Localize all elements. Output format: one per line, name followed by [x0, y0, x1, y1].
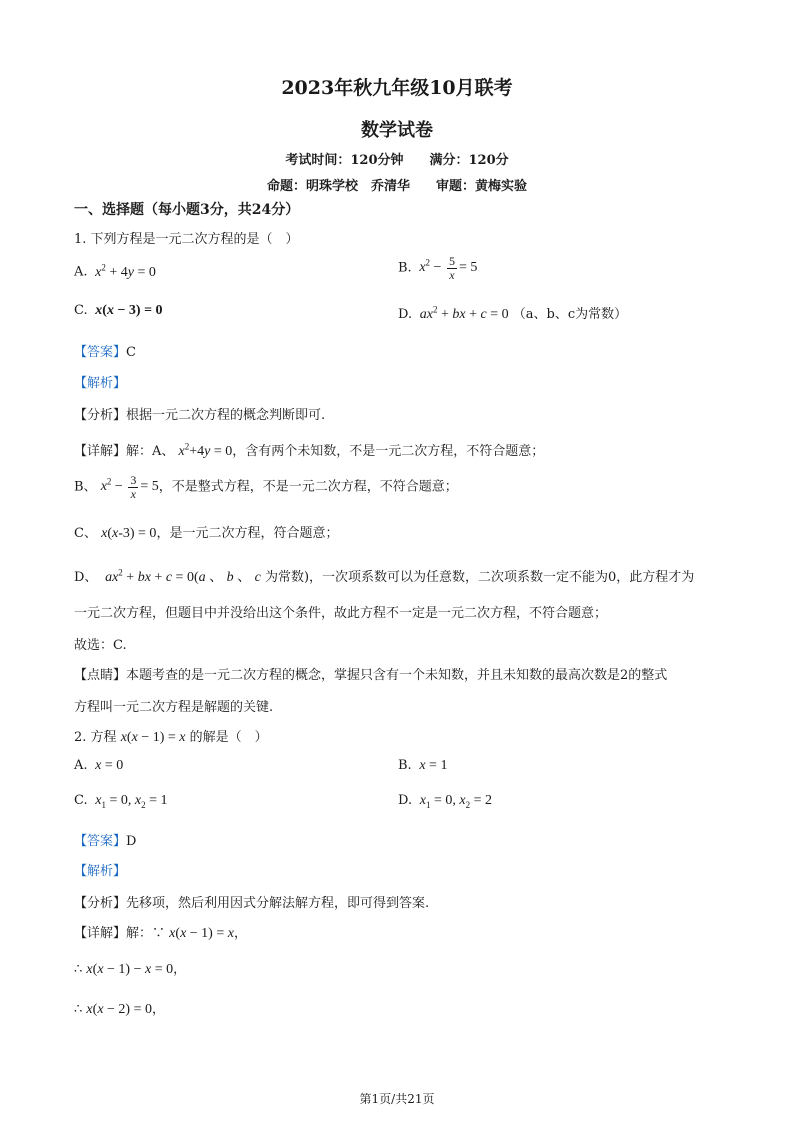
q1-option-d-note: （a、b、c为常数）	[512, 307, 628, 322]
q2-detail-3-formula: x(x − 2) = 0	[86, 1002, 152, 1017]
q2-option-b-label: B.	[398, 758, 412, 773]
q2-detail-2-formula: x(x − 1) − x = 0	[86, 962, 174, 977]
q1-detail-d-formula: $ax^2$ + bx + c = 0(a 、 b 、 c	[101, 567, 261, 585]
q1-option-b-formula: $x^2$ − $\frac{5}{x}$ = 5	[415, 254, 478, 282]
q1-option-d-formula: $ax^2$ + bx + c = 0	[416, 304, 509, 322]
exam-time-score: 考试时间：120分钟 满分：120分	[285, 153, 509, 168]
q1-option-c	[74, 303, 163, 319]
q2-option-d-formula: $x_1 = 0$, $x_2 = 2$	[416, 793, 492, 810]
q2-option-d-label: D.	[398, 793, 413, 808]
answer-tag: 【答案】	[74, 345, 127, 360]
q1-detail-d-line2: 一元二次方程，但题目中并没给出这个条件，故此方程不一定是一元二次方程，不符合题意；	[74, 606, 608, 621]
q2-answer	[74, 830, 136, 849]
comma: ，	[173, 962, 187, 977]
detail-tag: 【详解】	[74, 444, 127, 459]
q1-dianjing-line2: 方程叫一元二次方程是解题的关键.	[74, 700, 274, 715]
exam-subtitle: 数学试卷	[361, 120, 433, 141]
exam-title: 2023年秋九年级10月联考	[281, 77, 513, 99]
q2-option-c	[74, 793, 168, 810]
q2-stem-prefix: 2. 方程	[74, 730, 117, 745]
q2-option-a-formula: x = 0	[91, 758, 124, 773]
q1-detail-c-prefix: C、	[74, 526, 97, 541]
q1-dianjing-line1: 本题考查的是一元二次方程的概念，掌握只含有一个未知数，并且未知数的最高次数是2的整式	[126, 668, 668, 683]
q1-option-b-label: B.	[398, 260, 412, 276]
detail-tag: 【详解】	[74, 926, 127, 941]
q1-detail-d-mid: 为常数)，一次项系数可以为任意数，二次项系数一定不能为0，此方程才为	[264, 570, 695, 585]
q1-option-c-label: C.	[74, 303, 88, 318]
q2-answer-value: D	[126, 834, 137, 849]
q2-option-a-label: A.	[74, 758, 88, 773]
q2-option-a	[74, 758, 123, 774]
q1-detail-d	[74, 566, 694, 586]
q1-detail-b-suffix: ，不是整式方程，不是一元二次方程，不符合题意；	[158, 479, 458, 495]
q2-option-b	[398, 758, 447, 774]
q1-option-c-formula: x(x − 3) = 0	[91, 303, 163, 318]
comma: ，	[151, 1002, 165, 1017]
q1-option-d-label: D.	[398, 307, 413, 322]
q2-stem-suffix: 的解是（ ）	[189, 730, 268, 745]
q1-option-a-label: A.	[74, 264, 88, 280]
q1-detail-b	[74, 474, 458, 500]
q1-detail-a	[74, 440, 544, 460]
q2-detail-2	[74, 958, 186, 978]
fenxi-tag: 【分析】	[74, 408, 127, 423]
q2-detail-prefix: 解：∵	[126, 926, 166, 941]
q2-option-c-label: C.	[74, 793, 88, 808]
q1-detail-c-suffix: ，是一元二次方程，符合题意；	[156, 526, 339, 541]
q1-detail-c	[74, 522, 338, 542]
q1-option-a	[74, 262, 156, 281]
q1-detail-c-formula: x(x-3) = 0	[101, 526, 157, 541]
dianjing-tag: 【点睛】	[74, 668, 127, 683]
q2-option-b-formula: x = 1	[415, 758, 448, 773]
q2-detail-1-formula: x(x − 1) = x	[169, 926, 234, 941]
q1-detail-b-prefix: B、	[74, 479, 97, 495]
q1-option-d	[398, 303, 627, 323]
exam-authors: 命题：明珠学校 乔清华 审题：黄梅实验	[266, 179, 527, 194]
q1-detail-a-prefix: 解：A、	[126, 444, 175, 459]
comma: ，	[233, 926, 247, 941]
q1-detail-b-formula: $x^2$ − $\frac{3}{x}$ = 5	[100, 473, 159, 501]
therefore-symbol: ∴	[74, 1002, 83, 1017]
fenxi-tag: 【分析】	[74, 896, 127, 911]
q2-stem-formula: x(x − 1) = x	[120, 730, 186, 745]
q1-detail-d-prefix: D、	[74, 570, 98, 585]
q2-detail-1	[74, 922, 247, 942]
therefore-symbol: ∴	[74, 962, 83, 977]
section-heading: 一、选择题（每小题3分，共24分）	[74, 202, 300, 218]
q1-fenxi-text: 根据一元二次方程的概念判断即可.	[126, 408, 326, 423]
q1-stem: 1. 下列方程是一元二次方程的是（ ）	[74, 232, 299, 247]
q2-option-c-formula: $x_1 = 0$, $x_2 = 1$	[91, 793, 168, 810]
q1-detail-a-suffix: ，含有两个未知数，不是一元二次方程，不符合题意；	[232, 444, 545, 459]
q1-option-a-formula: $x^2 + 4y = 0$	[91, 262, 156, 280]
q1-conclusion: 故选：C.	[74, 638, 127, 653]
q1-option-b	[398, 255, 477, 281]
q2-fenxi-text: 先移项，然后利用因式分解法解方程，即可得到答案.	[126, 896, 430, 911]
q1-dianjing	[74, 664, 667, 683]
q2-analysis-tag: 【解析】	[74, 864, 127, 879]
q2-stem	[74, 726, 268, 746]
q1-fenxi	[74, 404, 325, 423]
q2-fenxi	[74, 892, 429, 911]
page-number: 第1页/共21页	[359, 1092, 435, 1106]
q2-detail-3	[74, 998, 165, 1018]
answer-tag: 【答案】	[74, 834, 127, 849]
q1-answer	[74, 341, 136, 360]
q2-option-d	[398, 793, 492, 810]
q1-answer-value: C	[126, 345, 136, 360]
q1-detail-a-formula: $x^2+4y = 0$	[178, 441, 233, 459]
q1-analysis-tag: 【解析】	[74, 376, 127, 391]
